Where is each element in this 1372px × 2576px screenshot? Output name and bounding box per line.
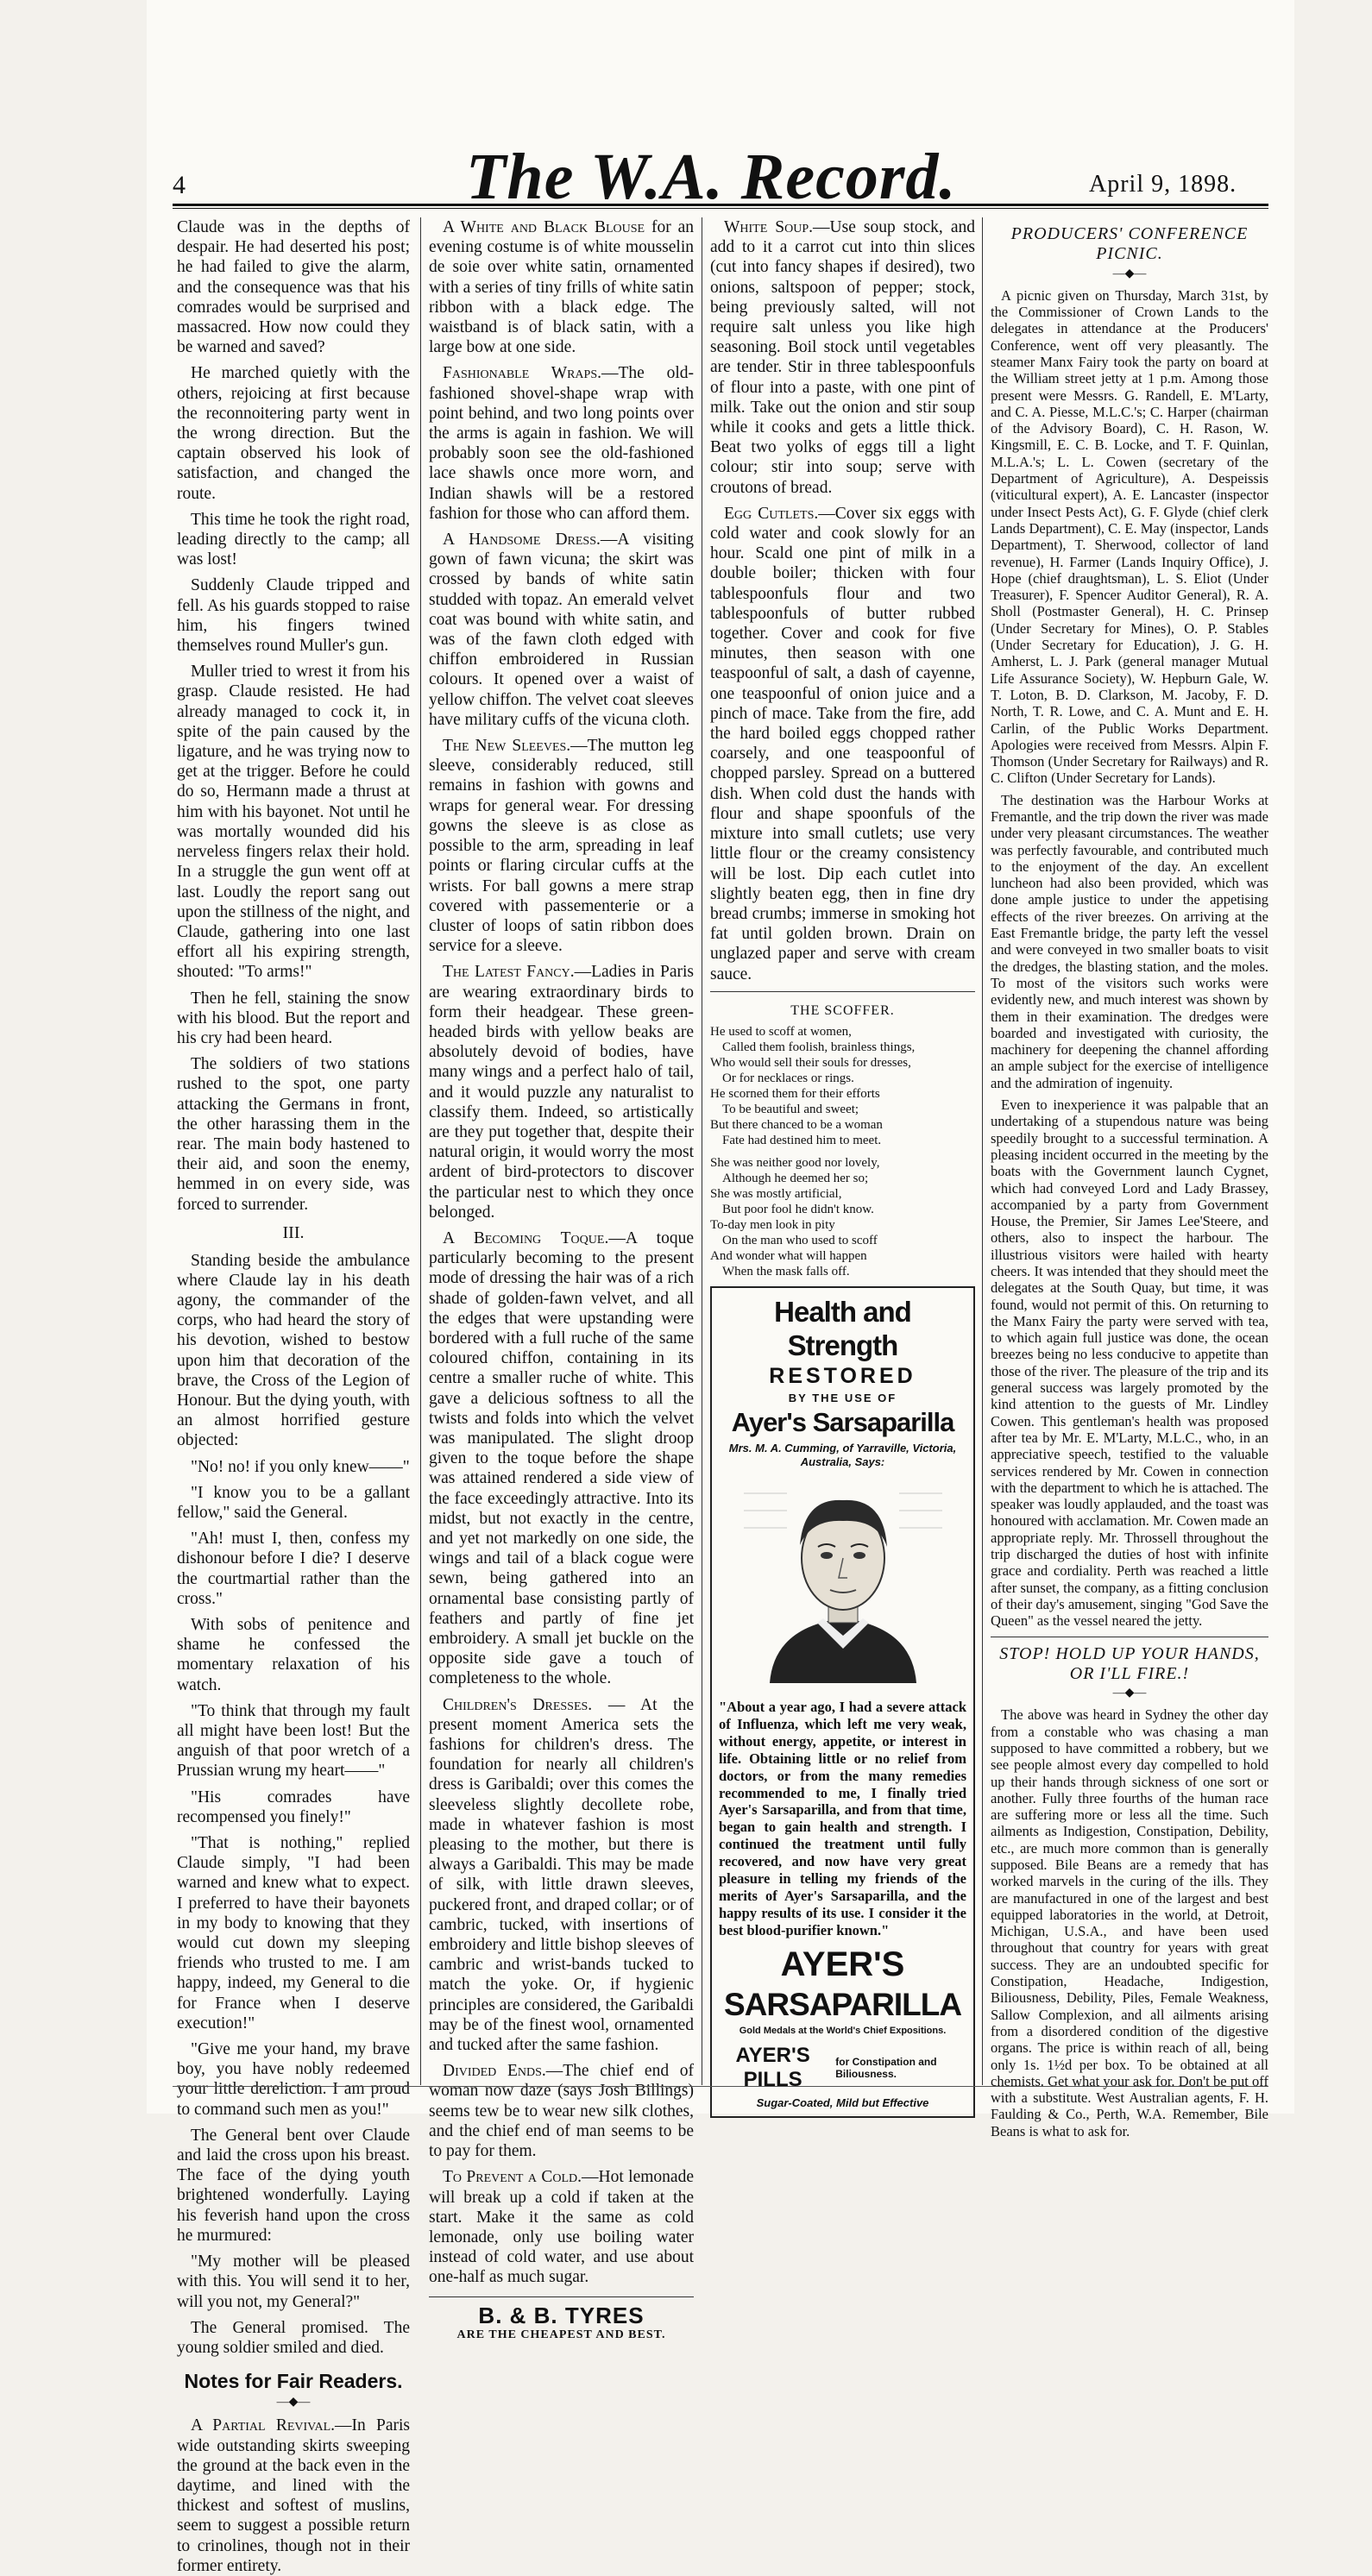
story-paragraph: "Give me your hand, my brave boy, you have nobly redeemed your little dereliction. I am proud to command such men as you!" <box>177 2040 410 2119</box>
item-text: —The old-fashioned shovel-shape wrap with point behind, and two long points over the arms is again in fashion. We will probably soon see the old-fashioned lace shawls once more worn, and Indian shawls will be a restored fashion for those who can afford them. <box>429 364 694 523</box>
ad-pills-name: AYER'S PILLS <box>735 2043 810 2092</box>
poem-line: She was neither good nor lovely, <box>710 1155 880 1170</box>
picnic-paragraph: Even to inexperience it was palpable that an undertaking of a stupendous nature was being speedily brought to a successful termination. A pleasing incident occurred in the meeting by the boats with the Government launch Cygnet, which had conveyed Lord and Lady Brassey, accompanied by a party from Government House, the Premier, Sir James Lee'Steere, and others, also to inspect the harbour. The illustrious visitors were hailed with hearty cheers. It was intended that they should meet the delegates at the South Quay, but time, it was found, would not permit of this. On returning to the Manx Fairy the party were served with tea, to which again full justice was done, the ocean breezes being no less conducive to appetite than those of the river. The pleasure of the trip and its general success was largely promoted by the kind attention to the guests of Mr. Lindley Cowen. This gentleman's health was proposed after tea by Mr. E. M'Larty, M.L.C., who, in an appreciative speech, testified to the valuable services rendered by Mr. Cowen in connection with the department to which he is attached. The speaker was loudly applauded, and the toast was honoured with acclamation. Mr. Cowen made an appropriate reply. Mr. Throssell throughout the trip discharged the duties of host with infinite grace and cordiality. Perth was reached a little after sunset, the company, as a fitting conclusion of their day's amusement, singing "God Save the Queen" as the vessel neared the jetty. <box>991 1096 1268 1630</box>
poem-line: But poor fool he didn't know. <box>722 1202 874 1216</box>
story-paragraph: Muller tried to wrest it from his grasp. Claude resisted. He had already managed to cock it, in spite of the pain caused by the ligature, and he was trying now to get at the trigger. Before he could do so, Hermann made a thrust at him with his bayonet. Not until he was mortally wounded did his nerveless fingers relax their hold. In a struggle the gun went off at last. Loudly the report sang out upon the stillness of the night, and Claude, gathering into one last effort all his expiring strength, shouted: "To arms!" <box>177 663 410 982</box>
story-paragraph: The General promised. The young soldier smiled and died. <box>177 2318 410 2357</box>
story-paragraph: "To think that through my fault all might have been lost! But the anguish of that poor wretch of a Prussian wrung my heart——" <box>177 1701 410 1781</box>
story-paragraph: The soldiers of two stations rushed to the spot, one party attacking the Germans in front, the other harassing them in the rear. The main body hastened to their aid, and soon the enemy, hemmed in on every side, was forced to surrender. <box>177 1055 410 1214</box>
item-text: —In Paris wide outstanding skirts sweeping the ground at the back even in the daytime, and lined with the thickest and softest of muslins, seem to suggest a possible return to crinolines, though not in their former entirety. <box>177 2416 410 2575</box>
story-paragraph: Standing beside the ambulance where Claude lay in his death agony, the commander of the corps, who had heard the story of his devotion, wished to bestow upon him that decoration of the brave, the Cross of the Legion of Honour. But the dying youth, with an almost horrified gesture objected: <box>177 1251 410 1450</box>
story-paragraph: "That is nothing," replied Claude simply, "I had been warned and knew what to expect. I preferred to have their bayonets in my body to knowing that they would cut down my sleeping friends who trusted to me. I am happy, indeed, my General to die for France when I deserve execution!" <box>177 1834 410 2033</box>
recipe-label: Egg Cutlets. <box>724 504 819 523</box>
ad-pills-for: for Constipation and Biliousness. <box>835 2055 937 2081</box>
story-paragraph: He marched quietly with the others, rejoicing at first because the reconnoitering party went in the wrong direction. But the captain observed his look of satisfaction, and changed the route. <box>177 364 410 503</box>
poem-line: To-day men look in pity <box>710 1217 835 1232</box>
fashion-item <box>429 363 694 524</box>
story-paragraph: Then he fell, staining the snow with his blood. But the report and his cry had been heard. <box>177 989 410 1047</box>
ad-sugar-coated: Sugar-Coated, Mild but Effective <box>756 2095 929 2109</box>
poem-line: But there chanced to be a woman <box>710 1117 883 1132</box>
item-label: A White and Black Blouse <box>443 218 645 236</box>
column-divider <box>982 217 983 2085</box>
portrait-illustration <box>735 1476 951 1683</box>
item-text: —Ladies in Paris are wearing extraordinary birds to form their headgear. These green-headed birds with yellow beaks are absolutely devoid of bodies, have many wings and a perfect halo of tail, and it would puzzle any naturalist to classify them. Indeed, so artistically are they put together that, despite their natural origin, it would worry the most ardent of bird-protectors to discover the particular nest to which they once belonged. <box>429 963 694 1222</box>
issue-date: April 9, 1898. <box>1089 171 1237 198</box>
column-2 <box>429 217 695 2342</box>
story-paragraph: "His comrades have recompensed you finely!" <box>177 1787 410 1826</box>
fashion-item <box>429 2167 694 2287</box>
item-label: Fashionable Wraps. <box>443 364 601 383</box>
bottom-rule <box>173 2086 1268 2087</box>
story-paragraph: Suddenly Claude tripped and fell. As his guards stopped to raise him, his fingers twined themselves round Muller's gun. <box>177 576 410 656</box>
column-3 <box>710 217 975 2109</box>
divider-rule <box>710 991 975 992</box>
divider-ornament: —◆— <box>1112 1687 1147 1700</box>
ad-brand-sarsaparilla: SARSAPARILLA <box>723 1986 962 2022</box>
ad-testifier: Mrs. M. A. Cumming, of Yarraville, Victoria, Australia, Says: <box>728 1442 957 1468</box>
poem-line: To be beautiful and sweet; <box>722 1102 859 1116</box>
ad-by-use: BY THE USE OF <box>788 1392 897 1405</box>
item-label: A Partial Revival. <box>191 2416 335 2435</box>
fashion-item <box>429 2061 694 2161</box>
recipe-text: —Use soup stock, and add to it a carrot cut into thin slices (cut into fancy shapes if desired), two onions, saltspoon of pepper; stock, being previously salted, will not require salt unless you like high seasoning. Boil stock until vegetables are tender. Stir in three tablespoonfuls of flour into a paste, with one pint of milk. Take out the onion and stir soup while it cooks and gets a little thick. Beat two yolks of eggs till a light colour; stir into soup; serve with croutons of bread. <box>710 218 975 497</box>
recipe-text: —Cover six eggs with cold water and cook slowly for an hour. Scald one pint of milk in a double boiler; thicken with four tablespoonfuls flour and two tablespoonfuls of butter rubbed together. Cover and cook for five minutes, then season with one teaspoonful of salt, a dash of cayenne, one teaspoonful of onion juice and a pinch of mace. Take from the fire, add the hard boiled eggs chopped rather coarsely, and one teaspoonful of chopped parsley. Spread on a buttered dish. When cold dust the hands with flour and shape spoonfuls of the mixture into small cutlets; use very little flour or the creamy consistency will be lost. Dip each cutlet into slightly beaten egg, then in fine dry bread crumbs; immerse in smoking hot fat until golden brown. Drain on unglazed paper and serve with cream sauce. <box>710 504 975 983</box>
story-paragraph: "No! no! if you only knew——" <box>191 1457 410 1476</box>
stop-paragraph: The above was heard in Sydney the other day from a constable who was chasing a man supposed to have committed a robbery, but we see people almost every day compelled to hold up their hands through sickness of one sort or another. Fully three fourths of the human race are suffering more or less all the time. Such ailments as Indigestion, Constipation, Debility, etc., are much more common than is generally supposed. Bile Beans are a remedy that has worked marvels in the curing of the ills. They are manufactured in one of the largest and best equipped laboratories in the world, at Detroit, Michigan, U.S.A., and have been used throughout that country for years with great success. They are an undoubted specific for Constipation, Headache, Indigestion, Biliousness, Debility, Piles, Female Weakness, Sallow Complexion, and all ailments arising from a disordered condition of the digestive organs. The price is within reach of all, being only 1s. 1½d per box. To be obtained at all chemists. Get what your ask for. Don't be put off with a substitute. West Australian agents, F. H. Faulding & Co., Perth, W.A. Remember, Bile Beans is what to ask for. <box>991 1706 1268 2139</box>
column-divider <box>420 217 421 2085</box>
poem-line: Although he deemed her so; <box>722 1171 869 1185</box>
poem-line: Who would sell their souls for dresses, <box>710 1055 911 1070</box>
fashion-item <box>429 736 694 956</box>
ayers-advert <box>710 1286 975 2119</box>
masthead-title: The W.A. Record. <box>466 141 957 213</box>
item-text: for an evening costume is of white mousselin de soie over white satin, ornamented with a series of tiny frills of white satin ribbon with a black edge. The waistband is of black satin, with a large bow at one side. <box>429 218 694 357</box>
poem-line: He scorned them for their efforts <box>710 1086 880 1101</box>
item-text: —A toque particularly becoming to the present mode of dressing the hair was of a rich shade of golden-fawn velvet, and all the edges that were upstanding were bordered with a full ruche of the same coloured chiffon, containing in its centre a smaller ruche of white. This gave a delicious softness to all the twists and folds into which the velvet was manipulated. The slight droop given to the toque before the shape was attained rendered a side view of the face exceedingly attractive. Into its midst, but not exactly in the centre, and yet not markedly on one side, the wings and tail of a black cogue were sewn, being gathered into an ornamental base consisting partly of feathers and partly of fine jet embroidery. A small jet buckle on the opposite side gave a touch of completeness to the whole. <box>429 1228 694 1688</box>
story-paragraph: "Ah! must I, then, confess my dishonour before I die? I deserve the courtmartial rather than the cross." <box>177 1530 410 1608</box>
poem-line: He used to scoff at women, <box>710 1024 852 1039</box>
story-paragraph: "I know you to be a gallant fellow," said the General. <box>177 1483 410 1522</box>
item-label: The Latest Fancy. <box>443 963 575 982</box>
picnic-heading: PRODUCERS' CONFERENCE PICNIC. <box>1010 224 1249 264</box>
ad-medals: Gold Medals at the World's Chief Expositions. <box>739 2025 947 2036</box>
column-1 <box>177 217 410 2575</box>
fashion-item <box>177 2416 410 2576</box>
item-text: —The chief end of woman now daze (says Josh Billings) seems tew be to wear new silk clothes, and the chief end of man seems to be to pay for them. <box>429 2062 694 2161</box>
ad-restored: RESTORED <box>769 1364 916 1389</box>
poem-line: And wonder what will happen <box>710 1248 867 1263</box>
ad-headline: Health and Strength <box>774 1295 911 1362</box>
poem-line: Or for necklaces or rings. <box>722 1071 854 1085</box>
story-paragraph: "My mother will be pleased with this. You will send it to her, will you not, my General?" <box>177 2252 410 2311</box>
fashion-item <box>429 217 694 357</box>
picnic-paragraph: The destination was the Harbour Works at Fremantle, and the trip down the river was made under very pleasant circumstances. The weather was perfectly favourable, and contributed much to the enjoyment of the day. An excellent luncheon had also been provided, which was done ample justice to under the appetising effects of the river breezes. On arriving at the East Fremantle bridge, the party left the vessel and were conveyed in two smaller boats to visit the dredges, the blasting station, and the moles. To most of the visitors such works were evidently new, and much interest was shown by them in their examination. The dredges were boarded and investigated with curiosity, the machinery for deepening the channel affording an ample subject for the exercise of intelligence and the admiration of ingenuity. <box>991 791 1268 1091</box>
poem-line: She was mostly artificial, <box>710 1186 842 1201</box>
tyres-tagline: ARE THE CHEAPEST AND BEST. <box>456 2328 666 2342</box>
ad-brand-ayers: AYER'S <box>780 1945 905 1984</box>
poem-line: Called them foolish, brainless things, <box>722 1040 916 1054</box>
fashion-item <box>429 962 694 1222</box>
poem-line: Fate had destined him to meet. <box>722 1133 882 1147</box>
poem-title: THE SCOFFER. <box>790 1002 895 1018</box>
divider-ornament: —◆— <box>1112 267 1147 280</box>
story-paragraph: Claude was in the depths of despair. He had deserted his post; he had failed to give the alarm, and the consequence was that his comrades would be surprised and massacred. How now could they be warned and saved? <box>177 218 410 357</box>
column-4 <box>991 217 1268 2139</box>
ad-testimonial: "About a year ago, I had a severe attack of Influenza, which left me very weak, without energy, appetite, or interest in life. Obtaining little or no relief from doctors, or from the many remedies recommended to me, I finally tried Ayer's Sarsaparilla, and from that time, began to gain health and strength. I continued the treatment until fully recovered, and now have very great pleasure in telling my friends of the merits of Ayer's Sarsaparilla, and the happy results of its use. I consider it the best blood-purifier known." <box>719 1698 966 1939</box>
item-label: The New Sleeves. <box>443 737 571 756</box>
stanza-gap <box>710 1148 975 1155</box>
story-paragraph: This time he took the right road, leading directly to the camp; all was lost! <box>177 510 410 569</box>
tyres-advert <box>429 2296 694 2344</box>
item-label: A Becoming Toque. <box>443 1228 609 1247</box>
poem-line: When the mask falls off. <box>722 1264 850 1279</box>
ad-product: Ayer's Sarsaparilla <box>731 1406 954 1437</box>
stop-heading: STOP! HOLD UP YOUR HANDS, OR I'LL FIRE.! <box>999 1643 1260 1683</box>
story-paragraph: The General bent over Claude and laid the cross upon his breast. The face of the dying youth brightened wonderfully. Laying his feverish hand upon the cross he murmured: <box>177 2126 410 2245</box>
item-text: — At the present moment America sets the fashions for children's dress. The foundation for nearly all children's dress is Garibaldi; over this comes the sleeveless slightly decollete robe, made in whatever fashion is most pleasing to the mother, but there is always a Garibaldi. This may be made of silk, with little drawn sleeves, puckered front, and draped collar; or of cambric, tucked, with insertions of embroidery and little bishop sleeves of cambric and wrist-bands tucked to match the yoke. Or, if hygienic principles are considered, the Garibaldi may be of the finest wool, ornamented and tucked after the same fashion. <box>429 1695 695 2055</box>
fashion-item <box>429 1695 694 2056</box>
picnic-paragraph: A picnic given on Thursday, March 31st, by the Commissioner of Crown Lands to the delegates in attendance at the Producers' Conference, went off very pleasantly. The steamer Manx Fairy took the party on board at the William street jetty at 1 p.m. Among those present were Messrs. G. Randell, E. M'Larty, and C. A. Piesse, M.L.C.'s; C. Harper (chairman of the Advisory Board), C. H. Rason, W. Kingsmill, E. C. B. Locke, and T. F. Quinlan, M.L.A.'s; L. L. Cowen (secretary of the Department of Agriculture), A. Despeissis (viticultural expert), A. E. Lancaster (inspector under Insect Pests Act), G. F. Glyde (chief clerk Lands Department), C. E. May (inspector, Lands Department), T. Sherwood, collector of land revenue), H. Farmer (Lands Inquiry Office), J. Hope (chief draughtsman), L. S. Eliot (Under Treasurer), F. Spencer Auditor General), R. A. Sholl (Postmaster General), H. C. Prinsep (Under Secretary for Mines), O. P. Stables (Under Secretary for Education), J. G. H. Amherst, L. J. Park (general manager Mutual Life Assurance Society), W. Hepburn Gale, W. T. Loton, B. D. Clarkson, M. Jacoby, F. D. North, T. R. Lowe, and C. A. Munt and E. H. Carlin, of the Public Works Department. Apologies were received from Messrs. Alpin F. Thomson (Under Secretary for Railways) and R. C. Clifton (Under Secretary for Lands). <box>991 286 1268 787</box>
story-paragraph: With sobs of penitence and shame he confessed the momentary relaxation of his watch. <box>177 1616 410 1694</box>
section-numeral: III. <box>282 1222 305 1242</box>
item-label: To Prevent a Cold. <box>443 2168 582 2187</box>
tyres-title: B. & B. TYRES <box>478 2302 645 2328</box>
item-text: —A visiting gown of fawn vicuna; the skirt was crossed by bands of white satin studded with topaz. An emerald velvet coat was bound with white satin, and was of the fawn cloth edged with chiffon embroidered in Russian colours. It opened over a waist of yellow chiffon. The velvet coat sleeves have military cuffs of the vicuna cloth. <box>429 531 694 729</box>
item-text: —Hot lemonade will break up a cold if taken at the start. Make it the same as cold lemonade, only use boiling water instead of cold water, and use about one-half as much sugar. <box>429 2168 694 2287</box>
item-label: Divided Ends. <box>443 2062 546 2081</box>
page-number: 4 <box>173 171 186 199</box>
item-label: Children's Dresses. <box>443 1695 593 1714</box>
recipe-label: White Soup. <box>724 218 814 236</box>
item-label: A Handsome Dress. <box>443 531 601 550</box>
fashion-item <box>429 1228 694 1689</box>
poem-line: On the man who used to scoff <box>722 1233 878 1247</box>
recipe <box>710 217 975 498</box>
poem <box>710 1024 975 1279</box>
fashion-item <box>429 530 694 730</box>
divider-ornament: —◆— <box>276 2396 311 2410</box>
recipe <box>710 504 975 984</box>
section-heading: Notes for Fair Readers. <box>184 2370 403 2393</box>
masthead-rule-thin <box>173 208 1268 209</box>
item-text: —The mutton leg sleeve, considerably reduced, still remains in fashion with gowns and wraps for general wear. For dressing gowns the sleeve is as close as possible to the arm, spreading in leaf points or flaring circular cuffs at the wrists. For ball gowns a mere strap covered with passementerie or a cluster of loops of satin ribbon does service for a sleeve. <box>429 737 694 956</box>
masthead-rule <box>173 204 1268 206</box>
